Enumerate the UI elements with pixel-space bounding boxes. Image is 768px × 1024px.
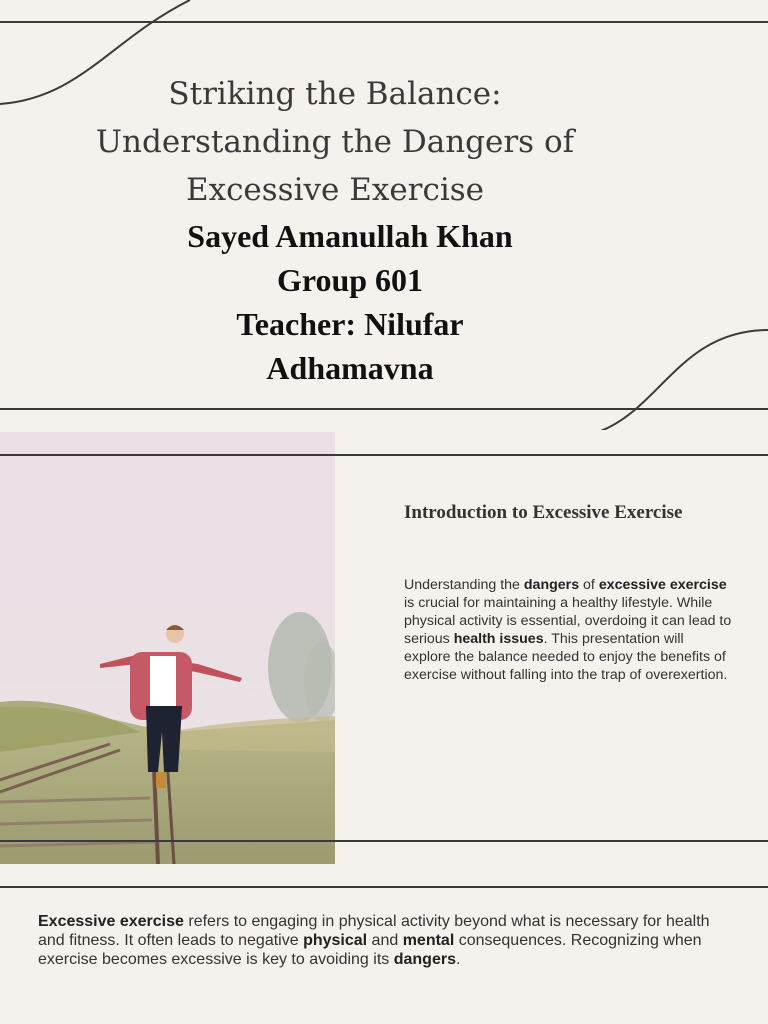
bottom-divider	[0, 408, 768, 410]
top-divider	[0, 454, 768, 456]
definition-slide	[0, 866, 768, 1024]
body-text: of	[579, 577, 599, 593]
definition-paragraph	[38, 912, 738, 969]
body-text: .	[455, 951, 461, 968]
body-text: is crucial for maintaining a healthy lifestyle. While physical activity is essential, overdoing it can lead to serious	[404, 595, 732, 647]
teacher-surname: Adhamavna	[266, 350, 434, 386]
presentation-title	[40, 70, 630, 214]
author-info	[100, 214, 600, 390]
title-slide	[0, 0, 768, 430]
group-label: Group 601	[276, 262, 424, 298]
introduction-slide	[0, 432, 768, 864]
emphasis-text: excessive exercise	[598, 577, 727, 593]
emphasis-text: physical	[303, 932, 368, 949]
intro-paragraph	[404, 576, 734, 684]
bottom-divider	[0, 840, 768, 842]
title-line-2: Understanding the Dangers of	[95, 124, 575, 160]
body-text: and	[367, 932, 403, 949]
woman-balancing-on-rail-photo	[0, 432, 335, 864]
emphasis-text: Excessive exercise	[38, 913, 184, 930]
body-text: Understanding the	[404, 577, 524, 593]
author-name: Sayed Amanullah Khan	[187, 218, 513, 254]
title-line-1: Striking the Balance:	[168, 76, 502, 112]
top-divider	[0, 21, 768, 23]
emphasis-text: dangers	[393, 951, 456, 968]
emphasis-text: mental	[402, 932, 455, 949]
top-divider	[0, 886, 768, 888]
emphasis-text: health issues	[453, 631, 544, 647]
teacher-label: Teacher: Nilufar	[236, 306, 464, 342]
body-text: refers to engaging in physical activity beyond what is necessary for health and fitness. It often leads to negative	[38, 913, 710, 949]
section-heading: Introduction to Excessive Exercise	[404, 502, 683, 523]
emphasis-text: dangers	[523, 577, 580, 593]
title-line-3: Excessive Exercise	[185, 172, 485, 208]
body-text: consequences. Recognizing when exercise becomes excessive is key to avoiding its	[38, 932, 702, 968]
body-text: . This presentation will explore the balance needed to enjoy the benefits of exercise without falling into the trap of overexertion.	[404, 631, 728, 683]
